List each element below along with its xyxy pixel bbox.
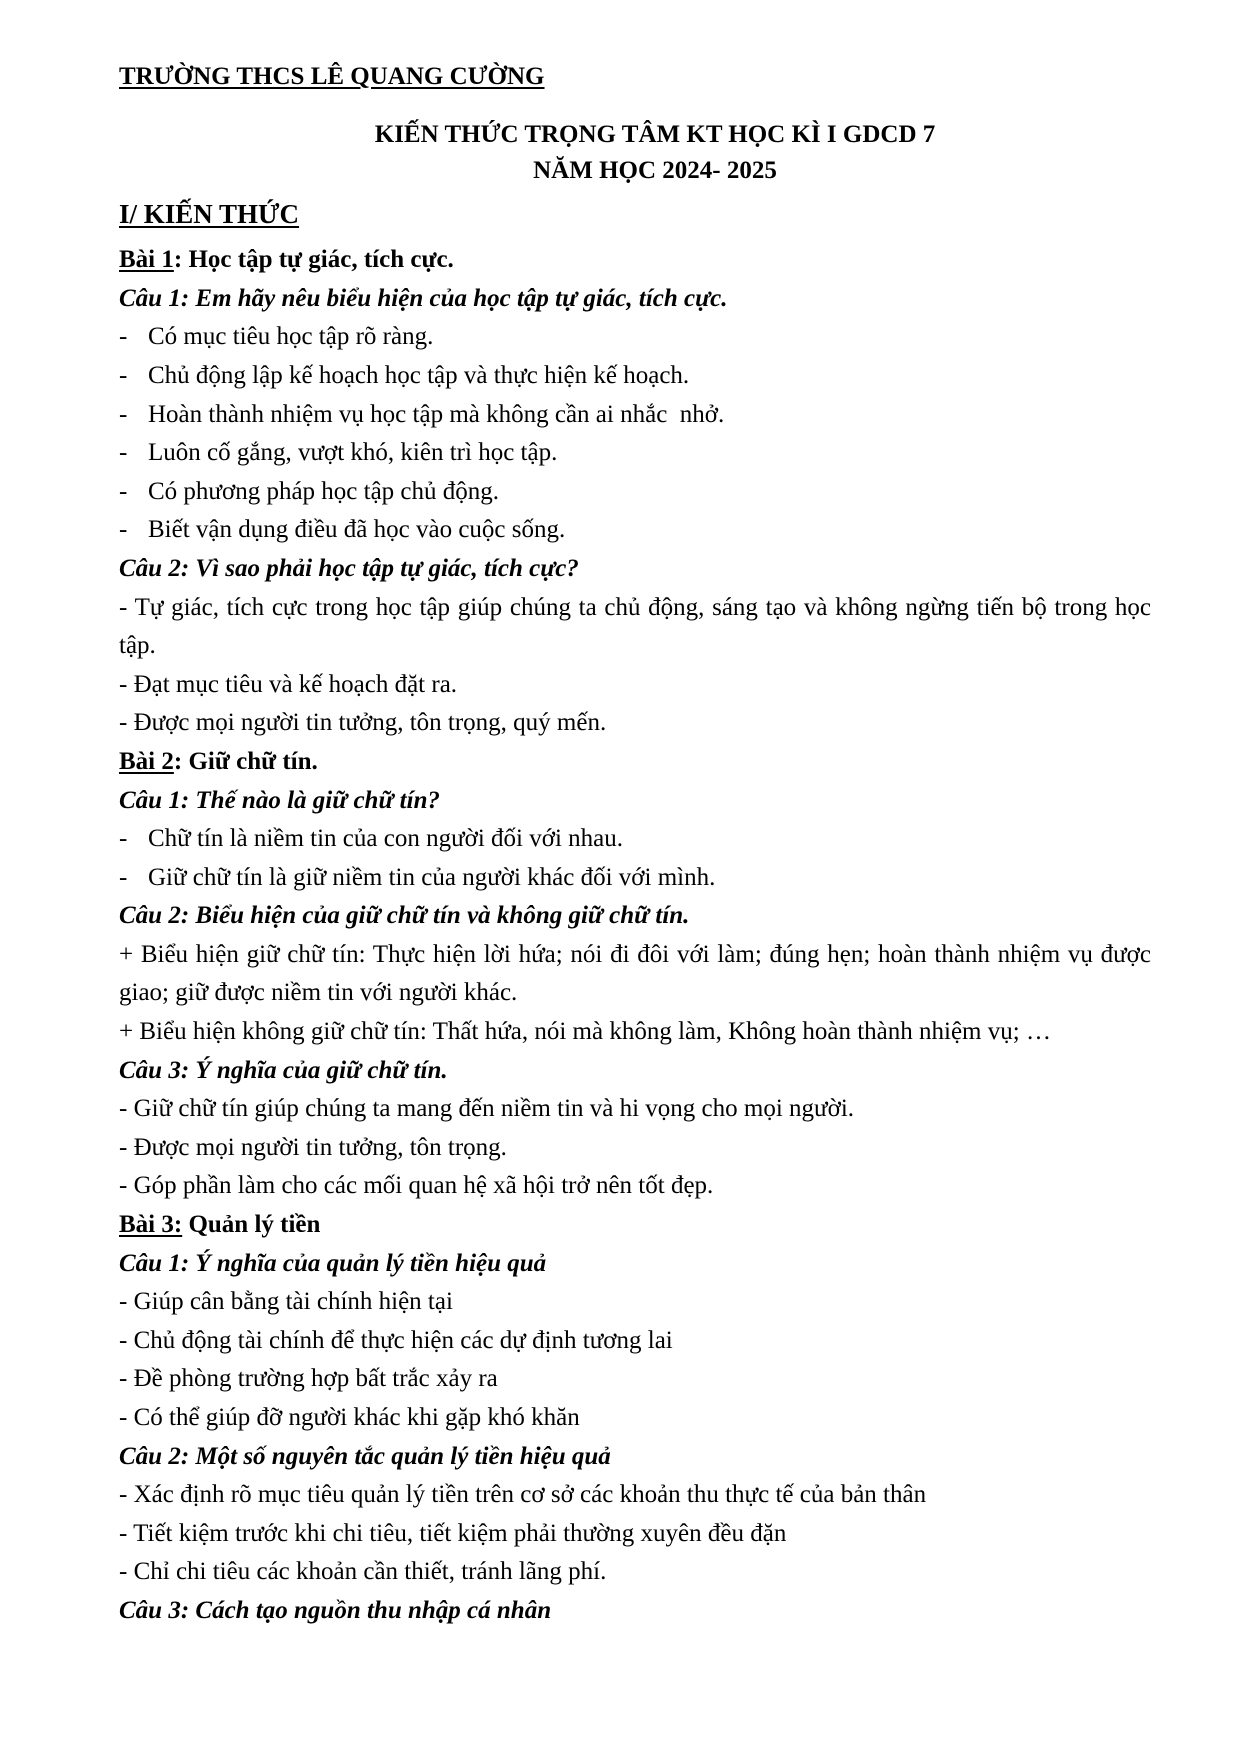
paragraph: - Tự giác, tích cực trong học tập giúp chúng ta chủ động, sáng tạo và không ngừng tiến bộ trong học tập.	[119, 593, 1151, 660]
lesson-title: : Học tập tự giác, tích cực.	[173, 246, 454, 274]
list-item	[119, 357, 1151, 396]
lesson-1-question-2: Câu 2: Vì sao phải học tập tự giác, tích cực?	[119, 554, 579, 582]
lesson-number: Bài 1	[119, 246, 174, 274]
bullet-dash: -	[119, 361, 128, 389]
list-item-text: Có mục tiêu học tập rõ ràng.	[148, 323, 434, 351]
lesson-2-question-3: Câu 3: Ý nghĩa của giữ chữ tín.	[119, 1056, 448, 1084]
bullet-dash: -	[119, 825, 128, 853]
lesson-3-question-1: Câu 1: Ý nghĩa của quản lý tiền hiệu quả	[119, 1249, 547, 1277]
list-item-text: Giữ chữ tín là giữ niềm tin của người khác đối với mình.	[148, 863, 716, 891]
paragraph: - Tiết kiệm trước khi chi tiêu, tiết kiệm phải thường xuyên đều đặn	[119, 1519, 787, 1547]
lesson-number: Bài 2	[119, 747, 174, 775]
list-item-text: Hoàn thành nhiệm vụ học tập mà không cần ai nhắc nhở.	[148, 400, 725, 428]
lesson-2-question-1: Câu 1: Thế nào là giữ chữ tín?	[119, 786, 440, 814]
list-item-text: Chữ tín là niềm tin của con người đối với nhau.	[148, 825, 623, 853]
lesson-number: Bài 3:	[119, 1211, 183, 1239]
lesson-1-question-1: Câu 1: Em hãy nêu biểu hiện của học tập tự giác, tích cực.	[119, 284, 728, 312]
lesson-title: : Giữ chữ tín.	[173, 747, 318, 775]
paragraph: - Chỉ chi tiêu các khoản cần thiết, tránh lãng phí.	[119, 1558, 607, 1586]
lesson-title: Quản lý tiền	[182, 1211, 321, 1239]
school-year: NĂM HỌC 2024- 2025	[533, 156, 777, 184]
list-item-text: Luôn cố gắng, vượt khó, kiên trì học tập.	[148, 439, 558, 467]
paragraph: - Chủ động tài chính để thực hiện các dự định tương lai	[119, 1326, 673, 1354]
list-item	[119, 434, 1151, 473]
paragraph: - Đạt mục tiêu và kế hoạch đặt ra.	[119, 670, 458, 698]
list-item	[119, 511, 1151, 550]
list-item	[119, 820, 1151, 859]
document-page	[119, 58, 1151, 1631]
paragraph: - Được mọi người tin tưởng, tôn trọng, quý mến.	[119, 709, 607, 737]
paragraph: - Đề phòng trường hợp bất trắc xảy ra	[119, 1365, 498, 1393]
section-heading: I/ KIẾN THỨC	[119, 198, 300, 229]
list-item-text: Biết vận dụng điều đã học vào cuộc sống.	[148, 516, 566, 544]
paragraph: - Có thể giúp đỡ người khác khi gặp khó khăn	[119, 1404, 580, 1431]
lesson-1-heading	[119, 241, 1151, 280]
lesson-3-question-3: Câu 3: Cách tạo nguồn thu nhập cá nhân	[119, 1596, 552, 1624]
lesson-3-heading	[119, 1206, 1151, 1245]
lesson-3-question-2: Câu 2: Một số nguyên tắc quản lý tiền hiệu quả	[119, 1442, 611, 1470]
bullet-dash: -	[119, 477, 128, 505]
bullet-dash: -	[119, 323, 128, 351]
list-item	[119, 396, 1151, 435]
paragraph: + Biểu hiện giữ chữ tín: Thực hiện lời hứa; nói đi đôi với làm; đúng hẹn; hoàn thành nhiệm vụ được giao; giữ được niềm tin với người khác.	[119, 940, 1151, 1007]
paragraph: - Được mọi người tin tưởng, tôn trọng.	[119, 1133, 507, 1161]
bullet-dash: -	[119, 863, 128, 891]
lesson-2-question-2: Câu 2: Biểu hiện của giữ chữ tín và không giữ chữ tín.	[119, 902, 690, 930]
list-item-text: Chủ động lập kế hoạch học tập và thực hiện kế hoạch.	[148, 361, 690, 389]
bullet-dash: -	[119, 516, 128, 544]
list-item-text: Có phương pháp học tập chủ động.	[148, 477, 500, 505]
paragraph: - Giúp cân bằng tài chính hiện tại	[119, 1288, 453, 1316]
list-item	[119, 859, 1151, 898]
paragraph: + Biểu hiện không giữ chữ tín: Thất hứa, nói mà không làm, Không hoàn thành nhiệm vụ; …	[119, 1018, 1051, 1046]
school-name: TRƯỜNG THCS LÊ QUANG CƯỜNG	[119, 63, 545, 90]
bullet-dash: -	[119, 400, 128, 428]
document-title: KIẾN THỨC TRỌNG TÂM KT HỌC KÌ I GDCD 7	[374, 120, 936, 148]
paragraph: - Xác định rõ mục tiêu quản lý tiền trên cơ sở các khoản thu thực tế của bản thân	[119, 1481, 927, 1509]
list-item	[119, 318, 1151, 357]
paragraph: - Giữ chữ tín giúp chúng ta mang đến niềm tin và hi vọng cho mọi người.	[119, 1095, 855, 1123]
paragraph: - Góp phần làm cho các mối quan hệ xã hội trở nên tốt đẹp.	[119, 1172, 714, 1200]
bullet-dash: -	[119, 439, 128, 467]
lesson-2-heading	[119, 743, 1151, 782]
list-item	[119, 473, 1151, 512]
